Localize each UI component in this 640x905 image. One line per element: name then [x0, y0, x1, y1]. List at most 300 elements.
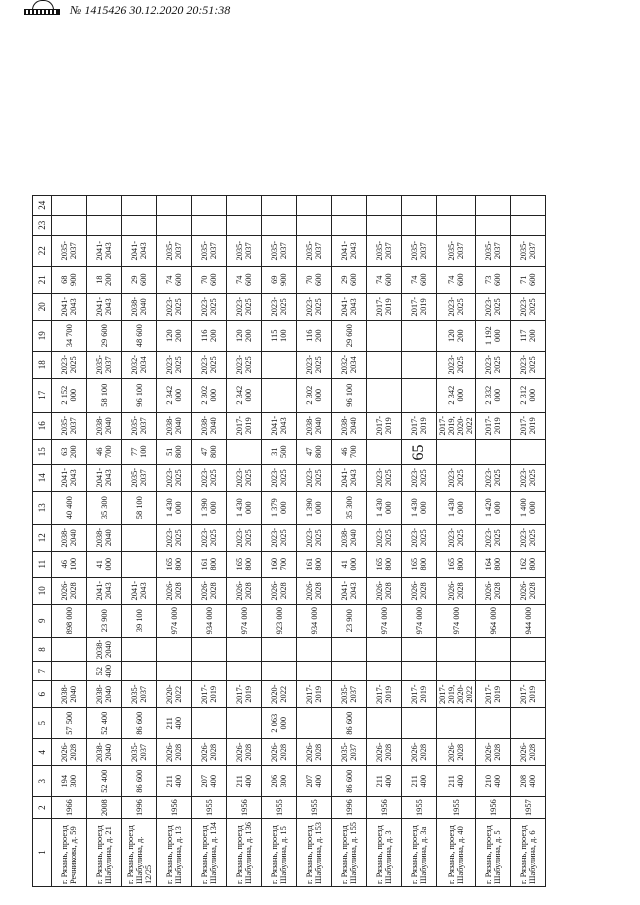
table-cell: 923 000 — [262, 604, 297, 637]
table-cell: 46 700 — [87, 439, 122, 464]
table-cell — [511, 215, 546, 235]
address-cell: г. Рязань, проезд Шабулина, д. 13 — [157, 819, 192, 887]
table-cell: 46 700 — [332, 439, 367, 464]
table-cell: 2026-2028 — [297, 577, 332, 604]
table-cell: 2041-2043 — [332, 235, 367, 266]
table-cell: 974 000 — [157, 604, 192, 637]
table-cell: 2035-2037 — [52, 235, 87, 266]
table-cell — [476, 637, 511, 662]
table-cell: 162 800 — [511, 551, 546, 577]
table-cell: 52 400 — [87, 708, 122, 739]
table-cell: 2041-2043 — [122, 235, 157, 266]
table-cell: 69 900 — [262, 266, 297, 293]
table-cell: 2 302 000 — [297, 378, 332, 412]
table-cell: 2023-2025 — [511, 524, 546, 551]
column-header: 16 — [33, 412, 52, 439]
address-cell: г. Рязань, проезд Речникова, д. 59 — [52, 819, 87, 887]
column-header: 9 — [33, 604, 52, 637]
table-cell — [437, 215, 476, 235]
table-cell: 2038-2040 — [332, 524, 367, 551]
table-cell: 2017-2019 — [367, 293, 402, 320]
table-cell: 206 300 — [262, 766, 297, 797]
address-cell: г. Рязань, проезд Шабулина, д. 155 — [332, 819, 367, 887]
table-cell: 1956 — [227, 797, 262, 819]
address-cell: г. Рязань, проезд Шабулина, д. 40 — [437, 819, 476, 887]
table-cell: 2041-2043 — [52, 464, 87, 491]
address-cell: г. Рязань, проезд Шабулина, д. 134 — [192, 819, 227, 887]
table-cell: 194 300 — [52, 766, 87, 797]
table-cell — [437, 439, 476, 464]
table-cell: 164 800 — [476, 551, 511, 577]
table-cell — [52, 195, 87, 215]
column-header: 23 — [33, 215, 52, 235]
table-cell — [122, 551, 157, 577]
table-cell: 1955 — [262, 797, 297, 819]
table-cell: 2026-2028 — [367, 577, 402, 604]
table-cell — [262, 195, 297, 215]
table-row — [437, 195, 476, 886]
table-cell: 1996 — [332, 797, 367, 819]
table-cell: 2023-2025 — [511, 293, 546, 320]
table-cell: 34 700 — [52, 320, 87, 351]
address-cell: г. Рязань, проезд Шабулина, д. 6 — [511, 819, 546, 887]
table-cell: 211 400 — [157, 708, 192, 739]
table-cell: 2026-2028 — [52, 577, 87, 604]
table-cell: 974 000 — [227, 604, 262, 637]
table-cell: 2026-2028 — [367, 739, 402, 766]
table-cell: 2035-2037 — [157, 235, 192, 266]
table-cell: 2035-2037 — [511, 235, 546, 266]
table-cell: 1956 — [476, 797, 511, 819]
table-cell: 86 600 — [122, 766, 157, 797]
table-cell: 96 100 — [122, 378, 157, 412]
table-cell — [297, 708, 332, 739]
table-cell: 2020-2022 — [262, 681, 297, 708]
address-cell: г. Рязань, проезд Шабулина, д. 3а — [402, 819, 437, 887]
table-cell — [332, 662, 367, 681]
column-header: 17 — [33, 378, 52, 412]
column-header: 18 — [33, 351, 52, 378]
table-cell: 2023-2025 — [227, 524, 262, 551]
table-cell: 944 000 — [511, 604, 546, 637]
table-row — [367, 195, 402, 886]
table-cell: 1955 — [192, 797, 227, 819]
table-cell — [297, 662, 332, 681]
table-cell: 2017-2019, 2020-2022 — [437, 681, 476, 708]
document-stamp: № 1415426 30.12.2020 20:51:38 — [70, 3, 231, 17]
table-header-row — [33, 195, 52, 886]
column-header: 13 — [33, 491, 52, 524]
table-row — [262, 195, 297, 886]
table-cell: 1996 — [122, 797, 157, 819]
table-cell: 2032-2034 — [332, 351, 367, 378]
table-cell: 2023-2025 — [367, 524, 402, 551]
table-cell: 2026-2028 — [511, 739, 546, 766]
table-cell — [511, 439, 546, 464]
table-cell: 2041-2043 — [332, 464, 367, 491]
table-cell: 2023-2025 — [476, 524, 511, 551]
table-cell — [52, 637, 87, 662]
table-cell: 210 400 — [476, 766, 511, 797]
table-cell: 23 900 — [87, 604, 122, 637]
table-cell: 165 800 — [157, 551, 192, 577]
table-cell: 2026-2028 — [227, 577, 262, 604]
table-cell: 2035-2037 — [122, 681, 157, 708]
table-cell: 2017-2019 — [511, 412, 546, 439]
table-cell: 117 200 — [511, 320, 546, 351]
table-cell: 2023-2025 — [157, 464, 192, 491]
table-cell: 46 100 — [52, 551, 87, 577]
table-cell: 1 400 000 — [511, 491, 546, 524]
column-header: 3 — [33, 766, 52, 797]
table-cell: 35 300 — [332, 491, 367, 524]
table-cell: 2023-2025 — [476, 351, 511, 378]
table-cell: 2026-2028 — [262, 739, 297, 766]
table-cell: 86 600 — [332, 708, 367, 739]
table-cell: 208 400 — [511, 766, 546, 797]
table-cell: 160 700 — [262, 551, 297, 577]
table-cell — [227, 708, 262, 739]
table-cell: 1956 — [367, 797, 402, 819]
page-number: 65 — [410, 444, 427, 461]
column-header: 1 — [33, 819, 52, 887]
table-cell: 2 342 000 — [227, 378, 262, 412]
table-cell: 165 800 — [437, 551, 476, 577]
table-cell: 2017-2019 — [476, 412, 511, 439]
table-cell: 41 000 — [87, 551, 122, 577]
table-cell: 2023-2025 — [192, 351, 227, 378]
table-cell — [262, 351, 297, 378]
table-cell: 161 800 — [192, 551, 227, 577]
table-cell: 2038-2040 — [87, 637, 122, 662]
table-cell: 77 100 — [122, 439, 157, 464]
table-cell: 2035-2037 — [52, 412, 87, 439]
table-cell — [227, 662, 262, 681]
table-cell: 2026-2028 — [157, 739, 192, 766]
column-header: 4 — [33, 739, 52, 766]
table-cell: 2023-2025 — [402, 464, 437, 491]
table-cell: 116 200 — [297, 320, 332, 351]
table-cell — [122, 215, 157, 235]
table-cell — [122, 637, 157, 662]
table-cell: 2017-2019 — [227, 681, 262, 708]
table-cell: 1 390 000 — [192, 491, 227, 524]
table-cell: 52 400 — [87, 662, 122, 681]
table-cell: 2 342 000 — [437, 378, 476, 412]
column-header: 21 — [33, 266, 52, 293]
table-cell: 40 400 — [52, 491, 87, 524]
table-cell: 71 600 — [511, 266, 546, 293]
table-cell: 2041-2043 — [332, 577, 367, 604]
table-cell: 2026-2028 — [297, 739, 332, 766]
table-cell: 2026-2028 — [52, 739, 87, 766]
table-cell — [476, 662, 511, 681]
table-cell — [227, 195, 262, 215]
table-cell: 48 600 — [122, 320, 157, 351]
column-header: 15 — [33, 439, 52, 464]
table-cell: 2035-2037 — [122, 412, 157, 439]
table-cell: 2017-2019 — [367, 412, 402, 439]
table-cell: 2023-2025 — [437, 351, 476, 378]
table-cell: 2023-2025 — [511, 351, 546, 378]
table-cell: 2026-2028 — [476, 577, 511, 604]
table-cell — [227, 439, 262, 464]
table-cell — [437, 708, 476, 739]
table-row — [511, 195, 546, 886]
table-cell: 2038-2040 — [87, 412, 122, 439]
table-cell: 211 400 — [437, 766, 476, 797]
table-cell — [52, 215, 87, 235]
table-cell: 116 200 — [192, 320, 227, 351]
table-cell: 1966 — [52, 797, 87, 819]
table-cell — [87, 215, 122, 235]
table-cell: 2023-2025 — [511, 464, 546, 491]
table-cell — [122, 662, 157, 681]
table-cell: 70 600 — [192, 266, 227, 293]
table-cell: 161 800 — [297, 551, 332, 577]
table-cell — [367, 662, 402, 681]
table-cell — [227, 637, 262, 662]
table-cell — [367, 439, 402, 464]
address-cell: г. Рязань, проезд Шабулина, д. 12/25 — [122, 819, 157, 887]
table-cell: 964 000 — [476, 604, 511, 637]
table-cell — [437, 195, 476, 215]
table-cell — [367, 351, 402, 378]
table-cell: 2035-2037 — [87, 351, 122, 378]
table-cell — [192, 215, 227, 235]
table-row — [227, 195, 262, 886]
table-cell — [367, 378, 402, 412]
table-cell — [262, 378, 297, 412]
table-cell: 2023-2025 — [437, 293, 476, 320]
table-row — [476, 195, 511, 886]
column-header: 24 — [33, 195, 52, 215]
table-cell: 120 200 — [437, 320, 476, 351]
table-cell: 2023-2025 — [297, 524, 332, 551]
table-cell: 120 200 — [227, 320, 262, 351]
table-cell: 1956 — [157, 797, 192, 819]
table-cell: 2026-2028 — [437, 739, 476, 766]
table-cell: 2041-2043 — [87, 464, 122, 491]
table-cell: 1955 — [437, 797, 476, 819]
table-cell: 2023-2025 — [262, 464, 297, 491]
table-cell — [157, 215, 192, 235]
address-cell: г. Рязань, проезд Шабулина, д. 5 — [476, 819, 511, 887]
table-cell: 41 000 — [332, 551, 367, 577]
table-cell: 2041-2043 — [87, 235, 122, 266]
table-cell: 2017-2019 — [192, 681, 227, 708]
table-cell: 974 000 — [402, 604, 437, 637]
address-cell: г. Рязань, проезд Шабулина, д. 136 — [227, 819, 262, 887]
table-cell: 1 430 000 — [227, 491, 262, 524]
table-cell: 1 390 000 — [297, 491, 332, 524]
table-cell: 211 400 — [227, 766, 262, 797]
table-cell: 2035-2037 — [262, 235, 297, 266]
table-cell: 2017-2019, 2020-2022 — [437, 412, 476, 439]
table-cell: 2038-2040 — [297, 412, 332, 439]
table-cell: 2035-2037 — [297, 235, 332, 266]
table-cell: 2023-2025 — [192, 293, 227, 320]
table-cell: 1955 — [297, 797, 332, 819]
table-cell: 74 600 — [367, 266, 402, 293]
table-cell: 2023-2025 — [227, 351, 262, 378]
table-cell — [192, 195, 227, 215]
table-cell — [332, 215, 367, 235]
table-cell: 39 100 — [122, 604, 157, 637]
table-cell — [157, 195, 192, 215]
table-cell: 2023-2025 — [52, 351, 87, 378]
table-cell — [192, 708, 227, 739]
table-cell: 2023-2025 — [367, 464, 402, 491]
table-cell: 74 600 — [227, 266, 262, 293]
table-cell: 2017-2019 — [367, 681, 402, 708]
table-cell: 2035-2037 — [122, 739, 157, 766]
table-cell: 2017-2019 — [402, 681, 437, 708]
table-cell — [192, 662, 227, 681]
address-cell: г. Рязань, проезд Шабулина, д. 3 — [367, 819, 402, 887]
table-cell: 2035-2037 — [402, 235, 437, 266]
address-cell: г. Рязань, проезд Шабулина, д. 15 — [262, 819, 297, 887]
table-cell: 2 342 000 — [157, 378, 192, 412]
table-cell: 2023-2025 — [157, 524, 192, 551]
table-cell — [262, 637, 297, 662]
table-cell: 2038-2040 — [157, 412, 192, 439]
table-cell: 2 312 000 — [511, 378, 546, 412]
table-cell — [476, 708, 511, 739]
table-cell: 2032-2034 — [122, 351, 157, 378]
table-cell — [367, 708, 402, 739]
table-cell: 934 000 — [297, 604, 332, 637]
table-cell: 2035-2037 — [332, 681, 367, 708]
table-cell: 29 600 — [122, 266, 157, 293]
table-cell: 1 430 000 — [402, 491, 437, 524]
column-header: 10 — [33, 577, 52, 604]
table-cell: 2017-2019 — [227, 412, 262, 439]
table-cell — [262, 215, 297, 235]
column-header: 5 — [33, 708, 52, 739]
table-cell — [476, 215, 511, 235]
table-cell — [87, 195, 122, 215]
table-cell: 2020-2022 — [157, 681, 192, 708]
table-cell — [262, 662, 297, 681]
table-cell: 47 800 — [297, 439, 332, 464]
table-cell: 120 200 — [157, 320, 192, 351]
table-cell: 2041-2043 — [262, 412, 297, 439]
table-cell: 1 430 000 — [157, 491, 192, 524]
table-cell: 2023-2025 — [402, 524, 437, 551]
table-cell: 2023-2025 — [476, 293, 511, 320]
data-table — [32, 195, 546, 887]
table-cell: 207 400 — [192, 766, 227, 797]
table-cell: 73 600 — [476, 266, 511, 293]
table-cell: 2026-2028 — [227, 739, 262, 766]
table-cell: 29 600 — [87, 320, 122, 351]
table-cell: 31 500 — [262, 439, 297, 464]
column-header: 6 — [33, 681, 52, 708]
table-cell: 2038-2040 — [87, 739, 122, 766]
table-cell: 74 600 — [157, 266, 192, 293]
table-cell — [297, 215, 332, 235]
table-cell — [157, 662, 192, 681]
table-cell: 2023-2025 — [262, 524, 297, 551]
column-header: 22 — [33, 235, 52, 266]
table-cell: 29 600 — [332, 320, 367, 351]
table-cell: 2026-2028 — [511, 577, 546, 604]
table-cell: 70 600 — [297, 266, 332, 293]
table-cell: 2038-2040 — [122, 293, 157, 320]
table-cell — [192, 637, 227, 662]
table-cell: 2023-2025 — [262, 293, 297, 320]
table-cell — [511, 662, 546, 681]
table-cell: 57 500 — [52, 708, 87, 739]
table-cell — [297, 195, 332, 215]
table-cell: 2023-2025 — [297, 351, 332, 378]
table-cell: 2023-2025 — [437, 524, 476, 551]
table-row — [297, 195, 332, 886]
table-cell — [122, 524, 157, 551]
table-cell — [367, 637, 402, 662]
table-cell: 2023-2025 — [227, 293, 262, 320]
table-cell: 2017-2019 — [476, 681, 511, 708]
table-cell: 2041-2043 — [87, 577, 122, 604]
table-cell: 2026-2028 — [402, 577, 437, 604]
table-cell: 2026-2028 — [262, 577, 297, 604]
table-cell: 2017-2019 — [297, 681, 332, 708]
table-cell — [476, 195, 511, 215]
table-cell: 2041-2043 — [52, 293, 87, 320]
table-cell: 165 800 — [367, 551, 402, 577]
column-header: 2 — [33, 797, 52, 819]
table-cell: 2023-2025 — [192, 464, 227, 491]
table-cell: 165 800 — [227, 551, 262, 577]
table-cell: 1 420 000 — [476, 491, 511, 524]
table-cell: 211 400 — [367, 766, 402, 797]
address-cell: г. Рязань, проезд Шабулина, д. 21 — [87, 819, 122, 887]
table-cell — [122, 195, 157, 215]
table-cell: 2 063 000 — [262, 708, 297, 739]
table-cell: 2035-2037 — [476, 235, 511, 266]
table-cell — [476, 439, 511, 464]
table-cell: 74 600 — [402, 266, 437, 293]
column-header: 7 — [33, 662, 52, 681]
table-cell: 2038-2040 — [52, 681, 87, 708]
table-cell: 2038-2040 — [192, 412, 227, 439]
table-cell: 2038-2040 — [52, 524, 87, 551]
table-cell: 2035-2037 — [332, 739, 367, 766]
table-cell — [437, 637, 476, 662]
table-cell: 2017-2019 — [402, 412, 437, 439]
table-cell: 58 100 — [122, 491, 157, 524]
table-cell — [157, 637, 192, 662]
table-cell: 86 600 — [332, 766, 367, 797]
table-cell: 2035-2037 — [227, 235, 262, 266]
table-cell — [227, 215, 262, 235]
table-cell: 2035-2037 — [192, 235, 227, 266]
column-header: 14 — [33, 464, 52, 491]
table-cell: 86 600 — [122, 708, 157, 739]
table-cell — [332, 637, 367, 662]
column-header: 19 — [33, 320, 52, 351]
table-row — [122, 195, 157, 886]
table-cell: 1955 — [402, 797, 437, 819]
table-cell: 2023-2025 — [437, 464, 476, 491]
table-row — [157, 195, 192, 886]
table-cell — [297, 637, 332, 662]
column-header: 11 — [33, 551, 52, 577]
column-header: 12 — [33, 524, 52, 551]
table-cell: 51 800 — [157, 439, 192, 464]
table-cell: 2038-2040 — [87, 524, 122, 551]
